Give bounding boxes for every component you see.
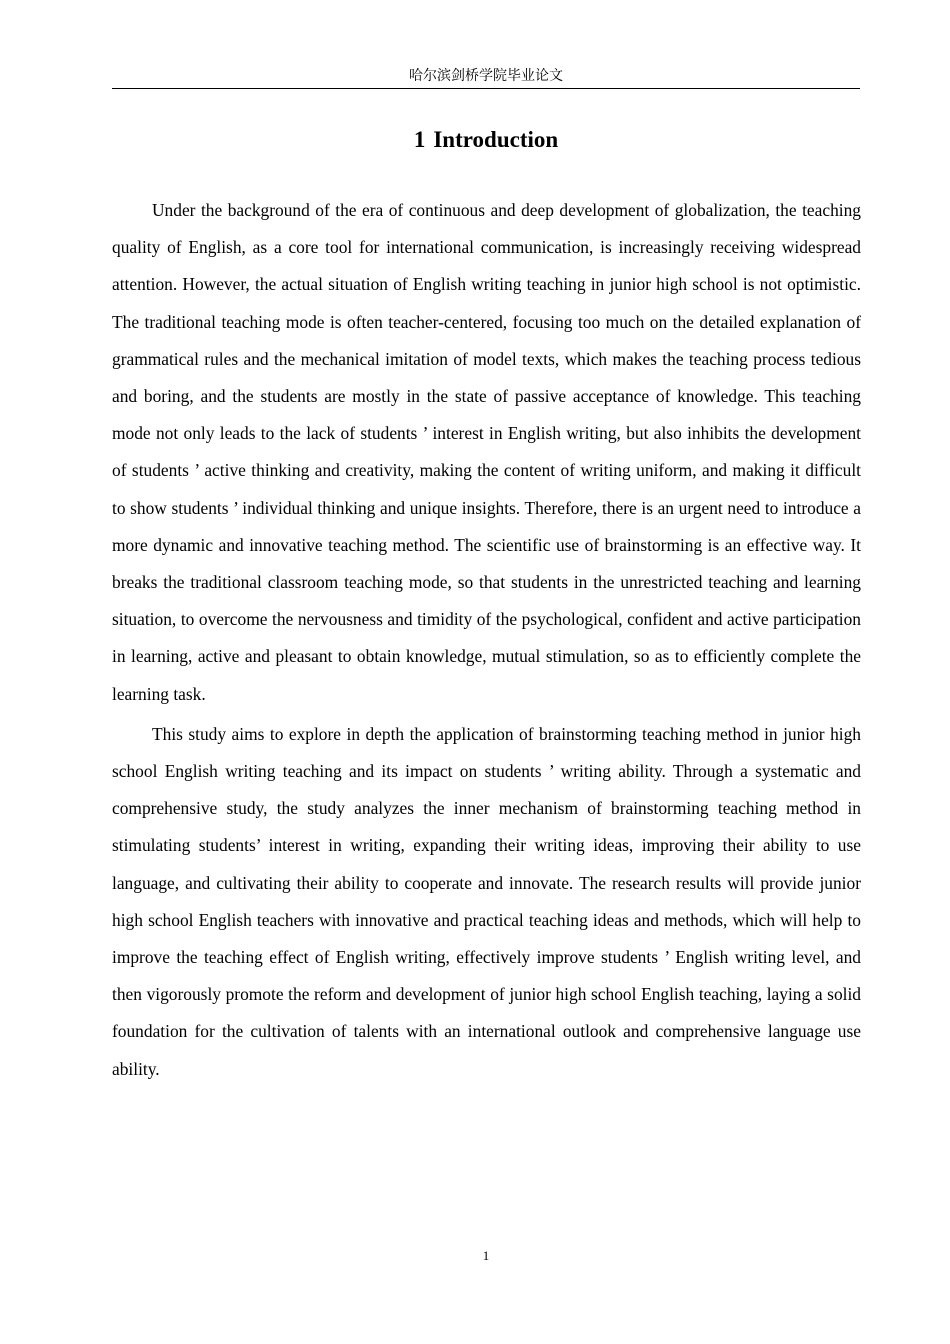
chapter-title [112, 124, 860, 156]
running-header: 哈尔滨剑桥学院毕业论文 [409, 68, 563, 84]
paragraph-2: This study aims to explore in depth the application of brainstorming teaching method in junior high school English writing teaching and its impact on students ’ writing ability. Through a systematic and comprehensive study, the study analyzes the inner mechanism of brainstorming teaching method in stimulating students’ interest in writing, expanding their writing ideas, improving their ability to use language, and cultivating their ability to cooperate and innovate. The research results will provide junior high school English teachers with innovative and practical teaching ideas and methods, which will help to improve the teaching effect of English writing, effectively improve students ’ English writing level, and then vigorously promote the reform and development of junior high school English teaching, laying a solid foundation for the cultivation of talents with an international outlook and comprehensive language use ability. [112, 723, 861, 1079]
header-rule [112, 88, 860, 89]
body-text [112, 192, 861, 1091]
paragraph-1: Under the background of the era of continuous and deep development of globalization, the teaching quality of English, as a core tool for international communication, is increasingly receiving widespread attention. However, the actual situation of English writing teaching in junior high school is not optimistic. The traditional teaching mode is often teacher-centered, focusing too much on the detailed explanation of grammatical rules and the mechanical imitation of model texts, which makes the teaching process tedious and boring, and the students are mostly in the state of passive acceptance of knowledge. This teaching mode not only leads to the lack of students ’ interest in English writing, but also inhibits the development of students ’ active thinking and creativity, making the content of writing uniform, and making it difficult to show students ’ individual thinking and unique insights. Therefore, there is an urgent need to introduce a more dynamic and innovative teaching method. The scientific use of brainstorming is an effective way. It breaks the traditional classroom teaching mode, so that students in the unrestricted teaching and learning situation, to overcome the nervousness and timidity of the psychological, confident and active participation in learning, active and pleasant to obtain knowledge, mutual stimulation, so as to efficiently complete the learning task. [112, 200, 861, 704]
chapter-title-text: Introduction [433, 127, 559, 152]
page-number: 1 [482, 1248, 490, 1263]
chapter-number: 1 [413, 127, 426, 152]
